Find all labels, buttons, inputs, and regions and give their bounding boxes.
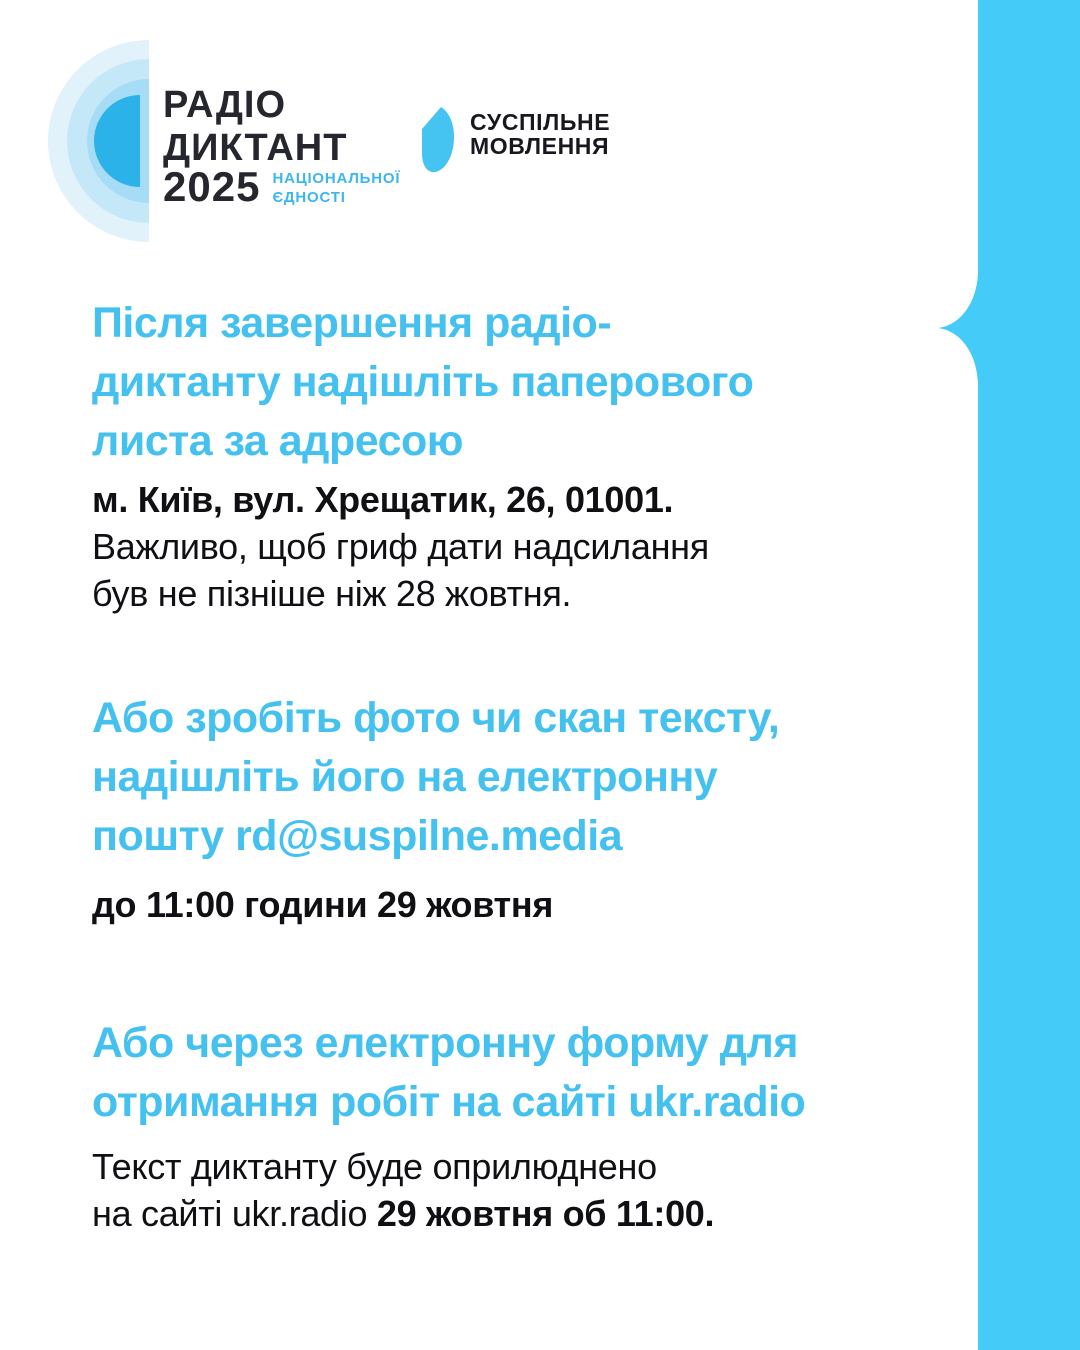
suspilne-logo xyxy=(421,107,610,173)
wordmark-tagline xyxy=(272,166,400,207)
body-line: був не пізніше ніж 28 жовтня. xyxy=(92,573,572,614)
heading-line: диктанту надішліть паперового xyxy=(92,358,754,406)
tagline-line-1: НАЦІОНАЛЬНОЇ xyxy=(272,170,401,187)
suspilne-line-1: СУСПІЛЬНЕ xyxy=(470,109,611,135)
suspilne-line-2: МОВЛЕННЯ xyxy=(470,132,610,159)
body-line: Важливо, щоб гриф дати надсилання xyxy=(92,526,709,567)
heading-line: пошту rd@suspilne.media xyxy=(92,812,623,860)
section-3-body xyxy=(92,1143,714,1237)
heading-line: листа за адресою xyxy=(92,417,463,465)
address-line: м. Київ, вул. Хрещатик, 26, 01001. xyxy=(92,479,674,520)
section-3-heading xyxy=(92,1014,805,1132)
heading-line: надішліть його на електронну xyxy=(92,753,718,801)
suspilne-logo-icon xyxy=(421,107,455,173)
section-2-deadline: до 11:00 години 29 жовтня xyxy=(92,884,554,925)
radiodyktant-wordmark xyxy=(163,84,347,170)
wordmark-line-radio: РАДІО xyxy=(163,84,287,126)
heading-line: отримання робіт на сайті ukr.radio xyxy=(92,1078,806,1126)
section-1-heading xyxy=(92,294,753,471)
body-line xyxy=(92,1190,714,1237)
section-2-heading xyxy=(92,689,779,866)
wordmark-year: 2025 xyxy=(163,163,261,210)
heading-line: Або зробіть фото чи скан тексту, xyxy=(92,694,780,742)
heading-line: Або через електронну форму для xyxy=(92,1019,798,1067)
wordmark-line-dyktant: ДИКТАНТ xyxy=(163,127,348,169)
wordmark-year-row xyxy=(163,163,401,210)
publish-datetime: 29 жовтня об 11:00. xyxy=(376,1193,715,1234)
section-1-body xyxy=(92,476,709,617)
tagline-line-2: ЄДНОСТІ xyxy=(272,189,346,206)
body-line: Текст диктанту буде оприлюднено xyxy=(92,1146,657,1187)
body-line-prefix: на сайті ukr.radio xyxy=(92,1193,377,1234)
suspilne-wordmark xyxy=(470,107,610,158)
speech-bubble-notch-bar xyxy=(938,0,1080,1350)
heading-line: Після завершення радіо- xyxy=(92,299,612,347)
